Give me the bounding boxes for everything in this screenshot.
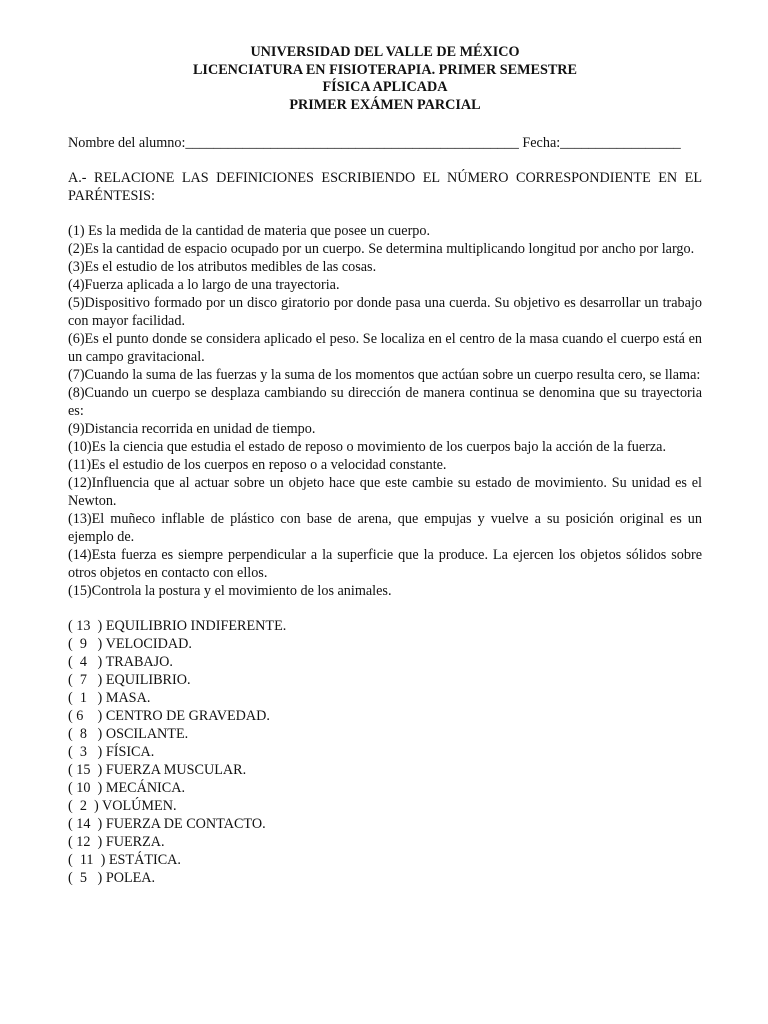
definition-item: (8)Cuando un cuerpo se desplaza cambiando su dirección de manera continua se denomina que su trayectoria es:	[68, 385, 702, 419]
answer-item: ( 5 ) POLEA.	[68, 870, 156, 886]
program-title: LICENCIATURA EN FISIOTERAPIA. PRIMER SEMESTRE	[192, 61, 578, 78]
definition-item: (11)Es el estudio de los cuerpos en reposo o a velocidad constante.	[68, 457, 447, 473]
definition-item: (14)Esta fuerza es siempre perpendicular a la superficie que la produce. La ejercen los objetos sólidos sobre otros objetos en contacto con ellos.	[68, 547, 702, 581]
answer-item: ( 3 ) FÍSICA.	[68, 744, 155, 760]
definition-item: (4)Fuerza aplicada a lo largo de una trayectoria.	[68, 277, 340, 293]
answer-item: ( 9 ) VELOCIDAD.	[68, 636, 192, 652]
answer-item: ( 1 ) MASA.	[68, 690, 151, 706]
definition-item: (7)Cuando la suma de las fuerzas y la suma de los momentos que actúan sobre un cuerpo resulta cero, se llama:	[68, 367, 701, 383]
definition-item: (15)Controla la postura y el movimiento de los animales.	[68, 583, 392, 599]
definition-item: (2)Es la cantidad de espacio ocupado por un cuerpo. Se determina multiplicando longitud por ancho por largo.	[68, 241, 695, 257]
definition-item: (12)Influencia que al actuar sobre un objeto hace que este cambie su estado de movimiento. Su unidad es el Newton.	[68, 475, 702, 509]
definitions-list	[68, 222, 702, 600]
definition-item: (6)Es el punto donde se considera aplicado el peso. Se localiza en el centro de la masa cuando el cuerpo está en un campo gravitacional.	[68, 331, 702, 365]
student-name-date-line: Nombre del alumno:_______________________________________________ Fecha:_________________	[68, 135, 681, 151]
exam-page	[68, 44, 702, 887]
answer-item: ( 8 ) OSCILANTE.	[68, 726, 189, 742]
answer-item: ( 15 ) FUERZA MUSCULAR.	[68, 762, 247, 778]
answer-item: ( 10 ) MECÁNICA.	[68, 780, 186, 796]
definition-item: (9)Distancia recorrida en unidad de tiempo.	[68, 421, 316, 437]
answer-item: ( 6 ) CENTRO DE GRAVEDAD.	[68, 708, 270, 724]
definition-item: (5)Dispositivo formado por un disco giratorio por donde pasa una cuerda. Su objetivo es desarrollar un trabajo con mayor facilidad.	[68, 295, 702, 329]
answer-item: ( 12 ) FUERZA.	[68, 834, 165, 850]
answer-item: ( 14 ) FUERZA DE CONTACTO.	[68, 816, 266, 832]
section-a-instructions: A.- RELACIONE LAS DEFINICIONES ESCRIBIENDO EL NÚMERO CORRESPONDIENTE EN EL PARÉNTESIS:	[68, 170, 702, 204]
answer-item: ( 4 ) TRABAJO.	[68, 654, 173, 670]
definition-item: (10)Es la ciencia que estudia el estado de reposo o movimiento de los cuerpos bajo la acción de la fuerza.	[68, 439, 667, 455]
answer-item: ( 13 ) EQUILIBRIO INDIFERENTE.	[68, 618, 287, 634]
course-title: FÍSICA APLICADA	[322, 79, 448, 95]
exam-title: PRIMER EXÁMEN PARCIAL	[289, 96, 481, 113]
university-title: UNIVERSIDAD DEL VALLE DE MÉXICO	[250, 44, 520, 60]
answer-item: ( 7 ) EQUILIBRIO.	[68, 672, 191, 688]
document-header	[68, 44, 702, 114]
answers-list	[68, 617, 702, 887]
definition-item: (13)El muñeco inflable de plástico con base de arena, que empujas y vuelve a su posición original es un ejemplo de.	[68, 511, 702, 545]
answer-item: ( 2 ) VOLÚMEN.	[68, 798, 177, 814]
definition-item: (3)Es el estudio de los atributos medibles de las cosas.	[68, 259, 377, 275]
answer-item: ( 11 ) ESTÁTICA.	[68, 852, 181, 868]
definition-item: (1) Es la medida de la cantidad de materia que posee un cuerpo.	[68, 223, 431, 239]
